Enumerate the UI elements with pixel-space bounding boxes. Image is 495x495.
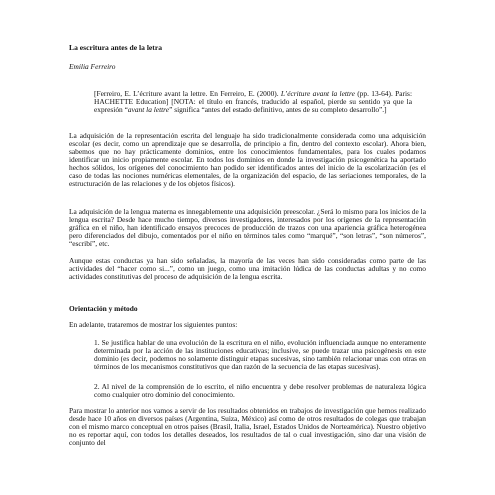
paragraph-mother-tongue: La adquisición de la lengua materna es innegablemente una adquisición preescolar. ¿Será lo mismo para los inicios de la lengua escrita? Desde hace mucho tiempo, diversos investigadores, interesados por los orígenes de la representación gráfica en el niño, han identificado ensayos precoces de producción de trazos con una apariencia gráfica heterogénea pero diferenciados del dibujo, comentados por el niño en términos tales como “marqué”, “son letras”, “son números”, “escribí”, etc. [69,207,426,249]
citation-expression: avant la lettre [127,105,170,115]
citation-part-3: ” significa “antes del estado definitivo, antes de su completo desarrollo”.] [169,105,387,115]
list-item: 1. Se justifica hablar de una evolución de la escritura en el niño, evolución influenciada aunque no enteramente determinada por la acción de las instituciones educativas; inclusive, se puede trazar una psicogénesis en este dominio (es decir, podemos no solamente distinguir etapas sucesivas, sino también relacionar unas con otras en términos de los mecanismos constitutivos que dan razón de la secuencia de las etapas sucesivas). [94,338,426,372]
paragraph-intro: La adquisición de la representación escrita del lenguaje ha sido tradicionalmente considerada como una adquisición escolar (es decir, como un aprendizaje que se desarrolla, de principio a fin, dentro del contexto escolar). Ahora bien, sabemos que no hay prácticamente dominios, entre los conocimientos fundamentales, para los cuales podamos identificar un inicio propiamente escolar. En todos los dominios en donde la investigación psicogenética ha aportado hechos sólidos, los orígenes del conocimiento han podido ser identificados antes del inicio de la escolarización (es el caso de todas las nociones numéricas elementales, de la organización del espacio, de las seriaciones temporales, de la estructuración de las relaciones y de los objetos físicos). [69,131,426,189]
paragraph-conducts: Aunque estas conductas ya han sido señaladas, la mayoría de las veces han sido consideradas como parte de las actividades del “hacer como si...”, como un juego, como una imitación lúdica de las conductas adultas y no como actividades constitutivas del proceso de adquisición de la lengua escrita. [69,256,426,282]
section-intro: En adelante, trataremos de mostrar los siguientes puntos: [69,320,238,329]
document-author: Emilia Ferreiro [69,62,116,71]
citation-book-title: L’écriture avant la lettre [280,89,355,98]
citation-note [94,90,412,114]
list-item: 2. Al nivel de la comprensión de lo escrito, el niño encuentra y debe resolver problemas de naturaleza lógica como cualquier otro dominio del conocimiento. [94,382,426,400]
citation-part-2: (pp. 13-64). Paris: HACHETTE Education] [NOTA: el título en francés, traducido al español, pierde su sentido ya que la expresión “ [94,89,412,115]
paragraph-closing: Para mostrar lo anterior nos vamos a servir de los resultados obtenidos en trabajos de investigación que hemos realizado desde hace 10 años en diversos países (Argentina, Suiza, México) así como de otros resultados de colegas que trabajan con el mismo marco conceptual en otros países (Brasil, Italia, Israel, Estados Unidos de Norteamérica). Nuestro objetivo no es reportar aquí, con todos los detalles deseados, los resultados de tal o cual investigación, sino dar una visión de conjunto del [69,406,426,448]
section-heading: Orientación y método [69,304,138,313]
document-title: La escritura antes de la letra [69,43,163,52]
citation-part-1: [Ferreiro, E. L’écriture avant la lettre. En Ferreiro, E. (2000). [94,89,281,98]
